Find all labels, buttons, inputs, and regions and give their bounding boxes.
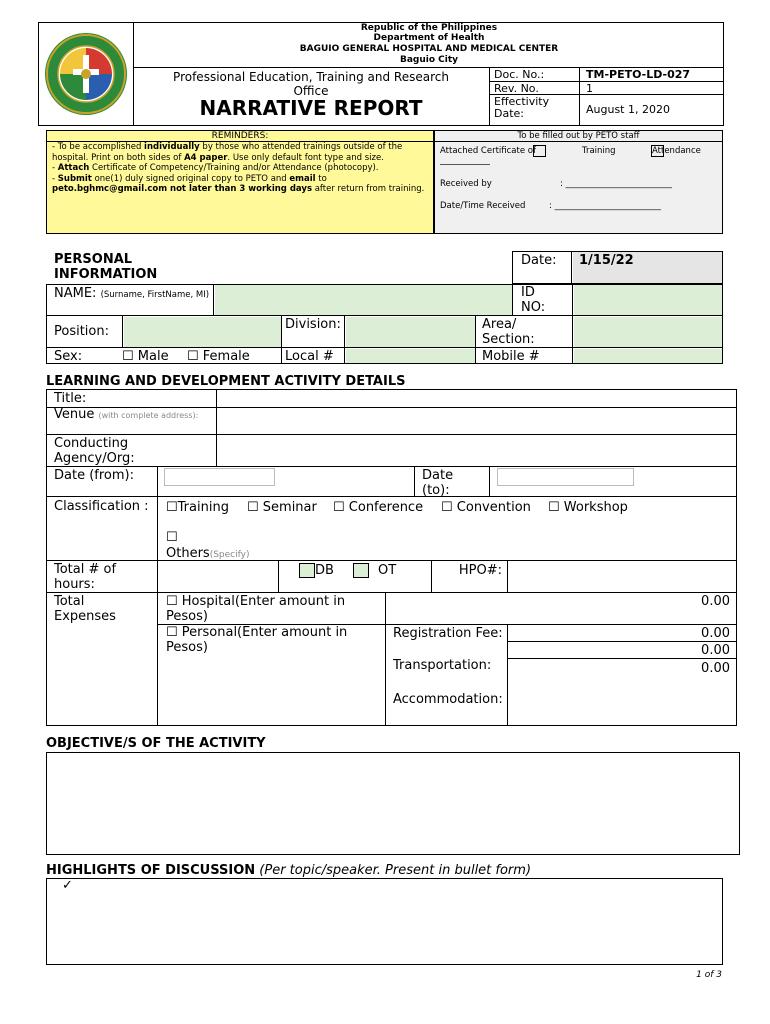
effectivity-label: Effectivity Date: xyxy=(494,95,550,120)
agency-label: Conducting Agency/Org: xyxy=(54,436,135,466)
mobile-label: Mobile # xyxy=(482,349,540,364)
venue-label xyxy=(54,408,214,423)
id-input[interactable] xyxy=(574,285,722,315)
peto-datetime-line: : _________________________ xyxy=(549,201,661,211)
page-number: 1 of 3 xyxy=(696,970,722,980)
reminder-1c: by those who attended trainings outside of the hospital. Print on both sides of xyxy=(52,142,403,163)
checkbox-training[interactable] xyxy=(533,145,546,157)
activity-section-title: LEARNING AND DEVELOPMENT ACTIVITY DETAILS xyxy=(46,374,406,389)
hospital-amount[interactable]: 0.00 xyxy=(701,594,730,609)
highlights-section-title xyxy=(46,863,726,878)
reminder-1b: individually xyxy=(144,142,200,152)
db-label: DB xyxy=(315,563,334,578)
id-label: ID NO: xyxy=(521,285,546,315)
reminder-3c: one(1) duly signed original copy to PETO and xyxy=(91,173,290,184)
class-option-seminar[interactable]: ☐ Seminar xyxy=(247,500,317,515)
personal-section-title: PERSONAL INFORMATION xyxy=(54,252,158,282)
reminder-1a: - To be accomplished xyxy=(52,142,145,152)
class-option-others-hint: (Specify) xyxy=(209,550,250,560)
classification-label: Classification : xyxy=(54,499,149,514)
sex-label: Sex: xyxy=(54,349,83,364)
transportation-label: Transportation: xyxy=(393,658,492,673)
accommodation-amount[interactable]: 0.00 xyxy=(701,661,730,676)
name-label-text: NAME: xyxy=(54,286,97,301)
area-label: Area/ Section: xyxy=(482,317,535,347)
peto-option-attendance: Attendance xyxy=(652,146,701,156)
division-label: Division: xyxy=(285,317,341,332)
expense-personal-option[interactable]: ☐ Personal(Enter amount in Pesos) xyxy=(166,625,348,655)
db-checkbox[interactable] xyxy=(299,563,315,578)
area-input[interactable] xyxy=(574,317,722,347)
report-title: NARRATIVE REPORT xyxy=(199,96,423,120)
class-option-conference[interactable]: ☐ Conference xyxy=(333,500,424,515)
rev-label: Rev. No. xyxy=(494,82,539,95)
sex-female-option[interactable]: ☐ Female xyxy=(187,349,250,364)
local-input[interactable] xyxy=(346,349,475,363)
registration-amount[interactable]: 0.00 xyxy=(701,626,730,641)
hours-input-cell xyxy=(158,561,279,593)
venue-input[interactable] xyxy=(218,409,736,434)
title-input[interactable] xyxy=(218,390,736,407)
position-label: Position: xyxy=(54,324,109,339)
class-option-convention[interactable]: ☐ Convention xyxy=(441,500,531,515)
venue-label-text: Venue xyxy=(54,407,95,422)
position-input[interactable] xyxy=(124,317,281,347)
reminder-1e: . Use only default font type and size. xyxy=(227,152,384,163)
reminder-2a: - xyxy=(52,163,58,173)
reminders-title: REMINDERS: xyxy=(46,131,434,142)
expenses-label: Total Expenses xyxy=(54,594,116,624)
reminder-3b: Submit xyxy=(57,173,92,184)
header-office: Professional Education, Training and Research Office xyxy=(173,70,449,98)
peto-received-label: Received by xyxy=(440,179,492,189)
ot-label: OT xyxy=(378,563,397,578)
reminder-2c: Certificate of Competency/Training and/or Attendance (photocopy). xyxy=(89,163,379,173)
ot-checkbox[interactable] xyxy=(353,563,369,578)
mobile-input[interactable] xyxy=(574,349,722,363)
peto-attached-line xyxy=(440,164,490,165)
highlights-hint: (Per topic/speaker. Present in bullet form) xyxy=(259,863,532,878)
class-option-workshop[interactable]: ☐ Workshop xyxy=(548,500,628,515)
header-department: Department of Health xyxy=(373,33,485,43)
reminder-3e: to xyxy=(315,173,327,184)
hpo-input[interactable] xyxy=(509,562,736,592)
logo-cell xyxy=(38,22,134,126)
class-option-training[interactable]: ☐Training xyxy=(166,500,229,515)
rev-value: 1 xyxy=(586,82,593,95)
doc-no-value: TM-PETO-LD-027 xyxy=(586,68,691,81)
agency-input[interactable] xyxy=(218,436,736,466)
name-label xyxy=(54,286,212,301)
peto-received-line: : _________________________ xyxy=(560,179,672,189)
highlights-bullet-icon: ✓ xyxy=(62,878,73,893)
reminder-3a: - xyxy=(52,173,58,184)
peto-box-title: To be filled out by PETO staff xyxy=(434,131,723,142)
registration-label: Registration Fee: xyxy=(393,626,503,641)
header-republic: Republic of the Philippines xyxy=(360,23,498,33)
doc-no-label: Doc. No.: xyxy=(494,68,545,81)
transportation-amount[interactable]: 0.00 xyxy=(701,643,730,658)
date-value[interactable]: 1/15/22 xyxy=(579,253,634,268)
date-label: Date: xyxy=(521,253,557,268)
expense-hospital-option[interactable]: ☐ Hospital(Enter amount in Pesos) xyxy=(166,594,346,624)
hospital-seal-icon xyxy=(43,31,129,117)
class-option-others-text: Others xyxy=(166,546,210,561)
name-hint: (Surname, FirstName, MI) xyxy=(100,290,210,300)
accommodation-label: Accommodation: xyxy=(393,692,503,707)
name-input[interactable] xyxy=(215,285,512,315)
hpo-label: HPO#: xyxy=(458,563,502,578)
reminder-2b: Attach xyxy=(57,163,90,173)
peto-datetime-label: Date/Time Received xyxy=(440,201,526,211)
highlights-textarea[interactable] xyxy=(46,878,723,965)
objectives-textarea[interactable] xyxy=(46,752,740,855)
date-to-label: Date (to): xyxy=(422,468,454,498)
date-to-input[interactable] xyxy=(497,468,634,486)
peto-attached-label: Attached Certificate of xyxy=(440,146,536,156)
effectivity-value: August 1, 2020 xyxy=(586,103,670,116)
local-label: Local # xyxy=(285,349,334,364)
division-input[interactable] xyxy=(346,317,475,347)
venue-hint: (with complete address): xyxy=(98,411,199,420)
reminder-3g: after return from training. xyxy=(312,184,425,194)
header-hospital-name: BAGUIO GENERAL HOSPITAL AND MEDICAL CENTER xyxy=(299,44,559,54)
hours-label: Total # of hours: xyxy=(54,562,117,592)
peto-option-training: Training xyxy=(582,146,616,156)
reminder-1d: A4 paper xyxy=(184,152,228,163)
reminders-text xyxy=(52,142,430,195)
date-from-label: Date (from): xyxy=(54,468,134,483)
reminder-3f: peto.bghmc@gmail.com not later than 3 working days xyxy=(52,184,313,194)
highlights-section-text: HIGHLIGHTS OF DISCUSSION xyxy=(46,863,256,878)
header-city: Baguio City xyxy=(399,55,459,65)
objectives-section-title: OBJECTIVE/S OF THE ACTIVITY xyxy=(46,736,266,751)
title-label: Title: xyxy=(54,391,87,406)
class-option-others-box[interactable]: ☐ xyxy=(166,530,178,545)
date-from-input[interactable] xyxy=(164,468,275,486)
reminder-3d: email xyxy=(289,173,316,184)
sex-male-option[interactable]: ☐ Male xyxy=(122,349,169,364)
